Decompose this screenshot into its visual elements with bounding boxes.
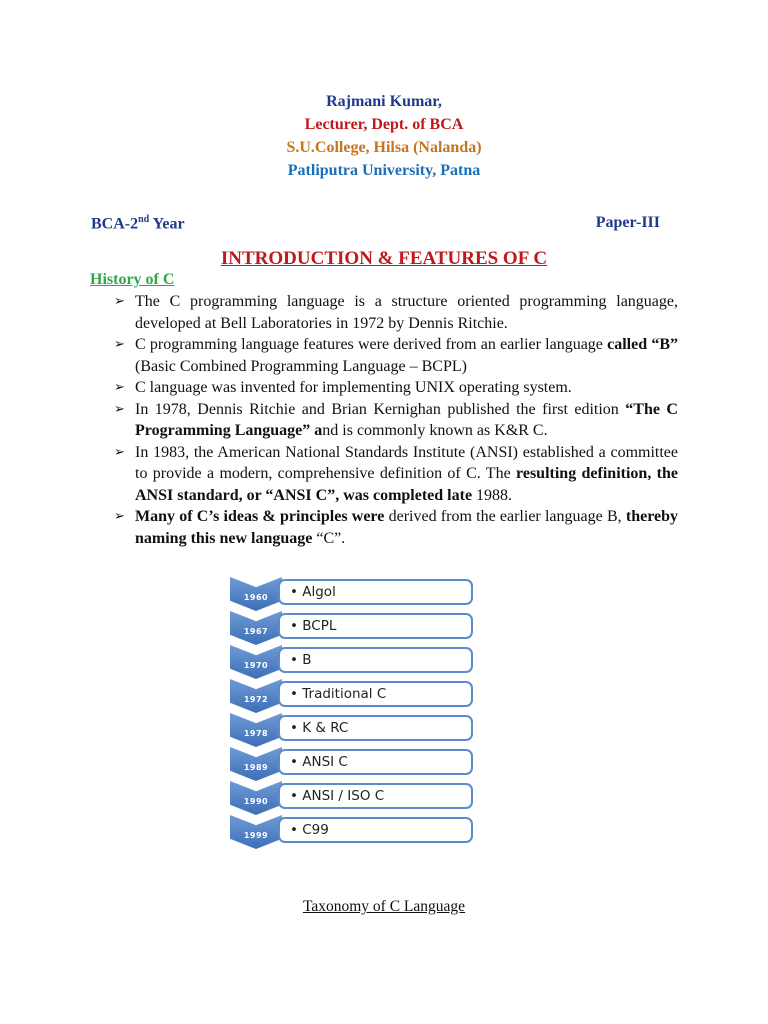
timeline-year: 1989 (243, 763, 269, 772)
timeline-label: • B (278, 647, 473, 673)
timeline-year: 1972 (243, 695, 269, 704)
bullet-text: nd is commonly known as K&R C. (322, 422, 548, 439)
bullet-text: In 1983, the American National Standards Institute (ANSI) established a committee to provide a modern, comprehensive definition of C. The (135, 443, 678, 482)
bullet-item (114, 334, 678, 377)
figure-caption: Taxonomy of C Language (302, 898, 466, 915)
bullet-text: 1988. (472, 486, 513, 504)
timeline-row (228, 747, 478, 781)
timeline-year: 1960 (243, 593, 269, 602)
timeline-label: • ANSI / ISO C (278, 783, 473, 809)
timeline-row (228, 713, 478, 747)
timeline-label: • BCPL (278, 613, 473, 639)
timeline-label: • Algol (278, 579, 473, 605)
course-year-sup: nd (138, 214, 150, 225)
bullet-item (114, 442, 678, 507)
timeline-row (228, 815, 478, 849)
bullet-text: (Basic Combined Programming Language – BCPL) (135, 357, 467, 375)
bullet-bold-text: called “B” (607, 336, 678, 353)
timeline-year: 1967 (243, 627, 269, 636)
bullet-item (114, 291, 678, 334)
timeline-year: 1970 (243, 661, 269, 670)
timeline-label: • C99 (278, 817, 473, 843)
bullet-text: C language was invented for implementing UNIX operating system. (135, 379, 572, 396)
timeline-row (228, 781, 478, 815)
bullet-text: The C programming language is a structure oriented programming language, developed at Bell Laboratories in 1972 by Dennis Ritchie. (135, 293, 678, 332)
author-block (0, 90, 768, 182)
timeline-row (228, 611, 478, 645)
bullet-bold-text: Many of C’s ideas & principles were (135, 508, 385, 525)
course-year-prefix: BCA-2 (91, 215, 139, 233)
c-language-timeline (228, 577, 478, 862)
bullet-item (114, 377, 678, 399)
author-role: Lecturer, Dept. of BCA (304, 116, 464, 133)
bullet-text: C programming language features were derived from an earlier language (135, 336, 608, 353)
bullet-item (114, 506, 678, 549)
document-title: INTRODUCTION & FEATURES OF C (220, 248, 548, 269)
timeline-label: • ANSI C (278, 749, 473, 775)
timeline-row (228, 679, 478, 713)
author-college: S.U.College, Hilsa (Nalanda) (286, 139, 482, 156)
bullet-bold-text: resulting definition, the ANSI standard, or “ANSI C”, was completed late (135, 465, 678, 504)
history-bullet-list (114, 291, 678, 549)
timeline-year: 1999 (243, 831, 269, 840)
course-year-suffix: Year (149, 215, 185, 233)
timeline-label: • K & RC (278, 715, 473, 741)
bullet-bold-text: “The C Programming Language” a (135, 400, 678, 439)
bullet-bold-text: thereby naming this new language (135, 508, 678, 547)
timeline-year: 1978 (243, 729, 269, 738)
bullet-text: “C”. (312, 529, 346, 547)
course-year (91, 214, 185, 233)
author-university: Patliputra University, Patna (287, 162, 481, 179)
bullet-text: derived from the earlier language B, (384, 508, 626, 525)
bullet-text: In 1978, Dennis Ritchie and Brian Kernighan published the first edition (135, 400, 626, 418)
timeline-label: • Traditional C (278, 681, 473, 707)
author-name: Rajmani Kumar, (326, 93, 442, 110)
timeline-row (228, 577, 478, 611)
paper-label: Paper-III (595, 214, 660, 231)
section-heading: History of C (90, 271, 175, 288)
timeline-row (228, 645, 478, 679)
bullet-item (114, 399, 678, 442)
timeline-year: 1990 (243, 797, 269, 806)
